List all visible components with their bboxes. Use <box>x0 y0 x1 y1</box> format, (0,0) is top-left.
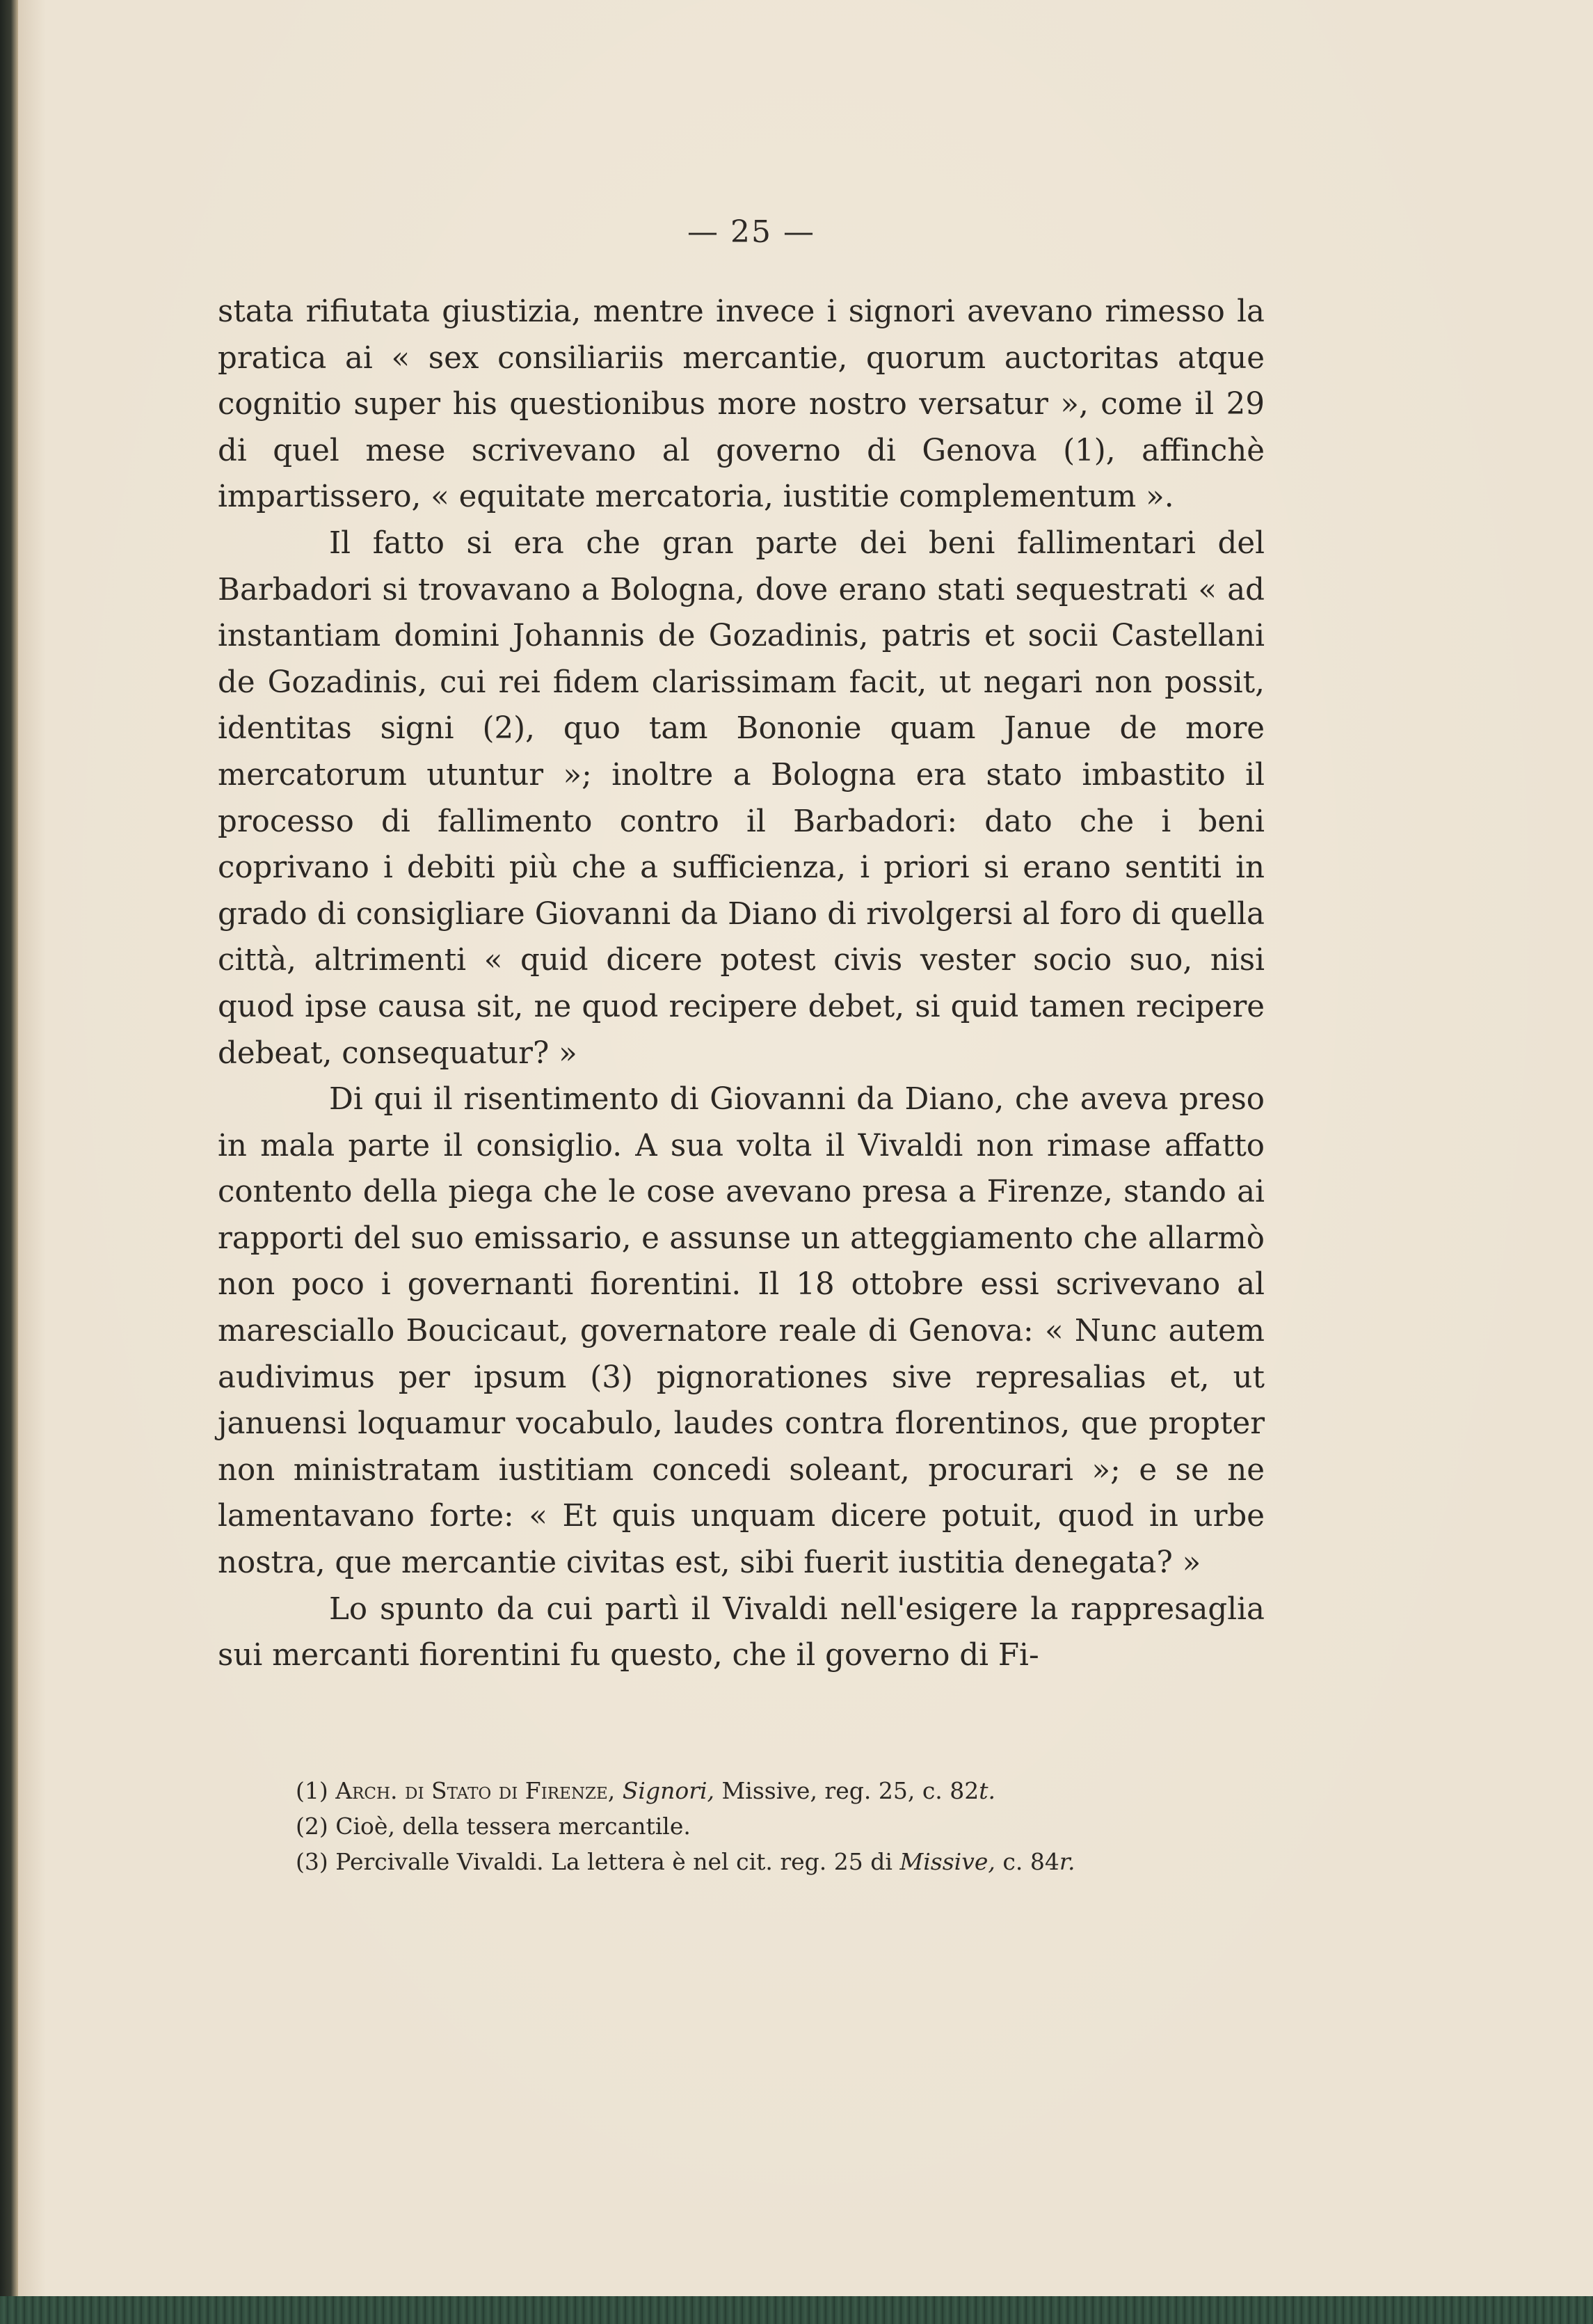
page-number: — 25 — <box>687 214 815 250</box>
book-binding-edge <box>0 0 18 2324</box>
footnote-3-text: Percivalle Vivaldi. La lettera è nel cit. reg. 25 di <box>335 1848 892 1875</box>
footnote-3-suffix: r. <box>1059 1848 1075 1875</box>
footnote-1-suffix: t. <box>979 1777 996 1804</box>
footnotes <box>296 1773 1270 1879</box>
footnote-2-text: Cioè, della tessera mercantile. <box>335 1813 691 1840</box>
footnote-3-rest: c. 84 <box>1002 1848 1059 1875</box>
paragraph-3: Di qui il risentimento di Giovanni da Diano, che aveva preso in mala parte il consiglio. A sua volta il Vivaldi non rimase affatto contento della piega che le cose avevano presa a Firenze, stando ai rapporti del suo emissario, e assunse un atteggiamento che allarmò non poco i governanti fiorentini. Il 18 ottobre essi scrivevano al maresciallo Boucicaut, governatore reale di Genova: « Nunc autem audivimus per ipsum (3) pignorationes sive represalias et, ut januensi loquamur vocabulo, laudes contra florentinos, que propter non ministratam iustitiam concedi soleant, procurari »; e se ne lamentavano forte: « Et quis unquam dicere potuit, quod in urbe nostra, que mercantie civitas est, sibi fuerit iustitia denegata? » <box>218 1082 1265 1581</box>
footnote-3-mark: (3) <box>296 1848 328 1875</box>
footnote-1-title: Signori, <box>622 1777 715 1804</box>
footnote-3 <box>296 1844 1270 1879</box>
body-text <box>218 289 1265 1679</box>
paragraph-2: Il fatto si era che gran parte dei beni fallimentari del Barbadori si trovavano a Bologna, dove erano stati sequestrati « ad instantiam domini Johannis de Gozadinis, patris et socii Castellani de Gozadinis, cui rei fidem clarissimam facit, ut negari non possit, identitas signi (2), quo tam Bononie quam Janue de more mercatorum utuntur »; inoltre a Bologna era stato imbastito il processo di fallimento contro il Barbadori: dato che i beni coprivano i debiti più che a sufficienza, i priori si erano sentiti in grado di consigliare Giovanni da Diano di rivolgersi al foro di quella città, altrimenti « quid dicere potest civis vester socio suo, nisi quod ipse causa sit, ne quod recipere debet, si quid tamen recipere debeat, consequatur? » <box>218 525 1265 1071</box>
paragraph-4: Lo spunto da cui partì il Vivaldi nell'esigere la rappresaglia sui mercanti fiorentini fu questo, che il governo di Fi- <box>218 1591 1265 1673</box>
footnote-1-mark: (1) <box>296 1777 328 1804</box>
footnote-2-mark: (2) <box>296 1813 328 1840</box>
footnote-1-rest: Missive, reg. 25, c. 82 <box>721 1777 979 1804</box>
book-cover-bottom-edge <box>0 2296 1593 2324</box>
footnote-1-source: Arch. di Stato di Firenze, <box>335 1777 616 1804</box>
footnote-1 <box>296 1773 1270 1808</box>
paragraph-1: stata rifiutata giustizia, mentre invece i signori avevano rimesso la pratica ai « sex consiliariis mercantie, quorum auctoritas atque cognitio super his questionibus more nostro versatur », come il 29 di quel mese scrivevano al governo di Genova (1), affinchè impartissero, « equitate mercatoria, iustitie complementum ». <box>218 294 1265 515</box>
footnote-2 <box>296 1808 1270 1844</box>
footnote-3-title: Missive, <box>899 1848 995 1875</box>
